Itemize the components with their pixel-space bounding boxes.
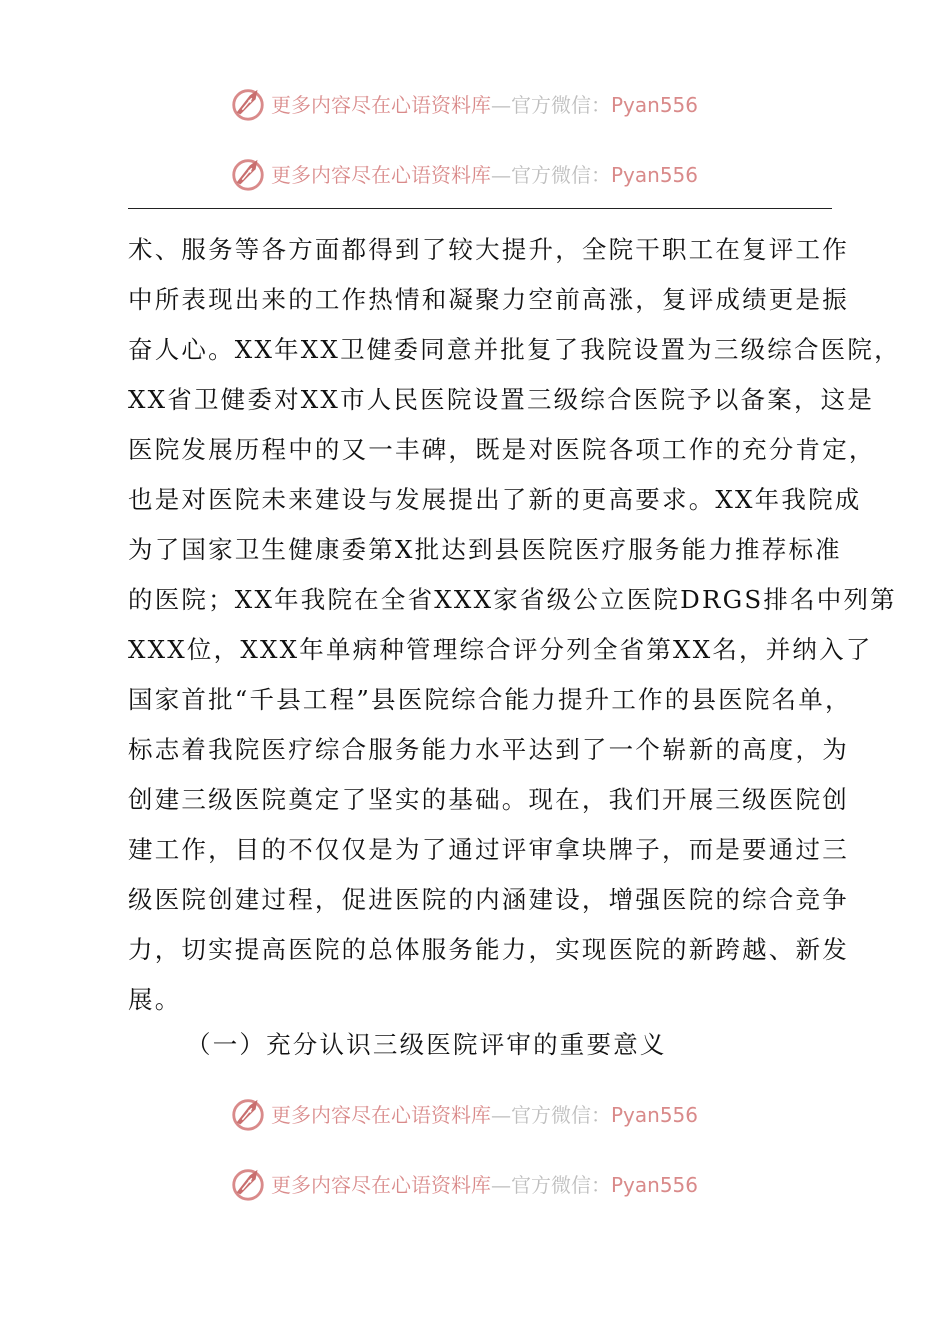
pen-nib-logo-icon: [229, 84, 267, 122]
watermark-main-text: 更多内容尽在心语资料库: [271, 1102, 491, 1127]
text-line: XX省卫健委对XX市人民医院设置三级综合医院予以备案，这是: [128, 385, 875, 414]
text-line: 级医院创建过程，促进医院的内涵建设，增强医院的综合竞争: [128, 885, 849, 914]
text-line: 国家首批“千县工程”县医院综合能力提升工作的县医院名单，: [128, 685, 852, 714]
watermark-main-text: 更多内容尽在心语资料库: [271, 1172, 491, 1197]
header-divider: [128, 208, 832, 209]
text-line: 为了国家卫生健康委第X批达到县医院医疗服务能力推荐标准: [128, 535, 842, 564]
watermark-separator: —: [491, 92, 511, 117]
text-line: 的医院；XX年我院在全省XXX家省级公立医院DRGS排名中列第: [128, 585, 897, 614]
watermark-wechat-id: Pyan556: [611, 92, 699, 117]
watermark-banner: [229, 153, 698, 193]
pen-nib-logo-icon: [229, 154, 267, 192]
watermark-separator: —: [491, 1102, 511, 1127]
body-paragraph: [128, 225, 901, 1025]
text-line: 也是对医院未来建设与发展提出了新的更高要求。XX年我院成: [128, 485, 862, 514]
pen-nib-logo-icon: [229, 1164, 267, 1202]
watermark-separator: —: [491, 162, 511, 187]
text-line: 展。: [128, 985, 182, 1014]
text-line: 医院发展历程中的又一丰碑，既是对医院各项工作的充分肯定，: [128, 435, 876, 464]
watermark-banner: [229, 1093, 698, 1133]
text-line: 中所表现出来的工作热情和凝聚力空前高涨，复评成绩更是振: [128, 285, 849, 314]
text-line: 术、服务等各方面都得到了较大提升，全院干职工在复评工作: [128, 235, 849, 264]
watermark-official-label: 官方微信：: [511, 162, 611, 187]
text-line: XXX位，XXX年单病种管理综合评分列全省第XX名，并纳入了: [128, 635, 873, 664]
watermark-wechat-id: Pyan556: [611, 1102, 699, 1127]
watermark-main-text: 更多内容尽在心语资料库: [271, 92, 491, 117]
watermark-wechat-id: Pyan556: [611, 1172, 699, 1197]
section-heading: （一）充分认识三级医院评审的重要意义: [186, 1030, 667, 1059]
text-line: 创建三级医院奠定了坚实的基础。现在，我们开展三级医院创: [128, 785, 849, 814]
watermark-separator: —: [491, 1172, 511, 1197]
watermark-official-label: 官方微信：: [511, 92, 611, 117]
text-line: 建工作，目的不仅仅是为了通过评审拿块牌子，而是要通过三: [128, 835, 849, 864]
watermark-official-label: 官方微信：: [511, 1172, 611, 1197]
watermark-main-text: 更多内容尽在心语资料库: [271, 162, 491, 187]
watermark-official-label: 官方微信：: [511, 1102, 611, 1127]
text-line: 奋人心。XX年XX卫健委同意并批复了我院设置为三级综合医院，: [128, 335, 901, 364]
text-line: 标志着我院医疗综合服务能力水平达到了一个崭新的高度，为: [128, 735, 849, 764]
pen-nib-logo-icon: [229, 1094, 267, 1132]
text-line: 力，切实提高医院的总体服务能力，实现医院的新跨越、新发: [128, 935, 849, 964]
watermark-banner: [229, 1163, 698, 1203]
watermark-banner: [229, 83, 698, 123]
watermark-wechat-id: Pyan556: [611, 162, 699, 187]
